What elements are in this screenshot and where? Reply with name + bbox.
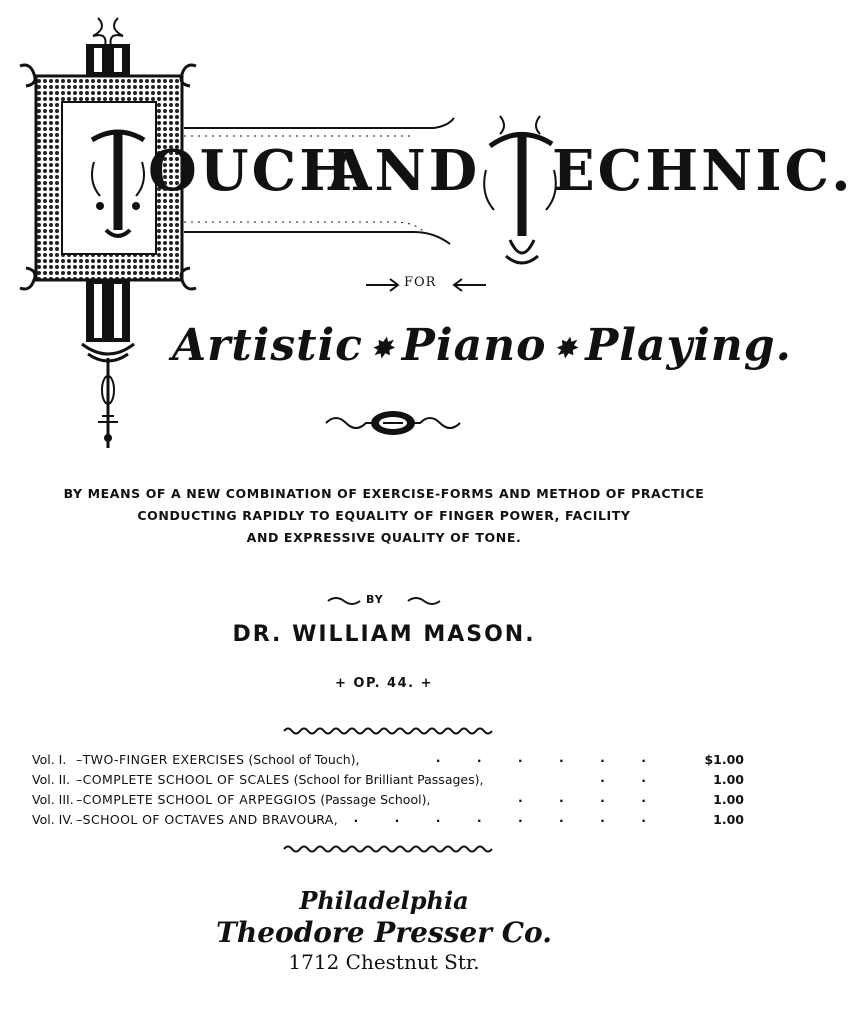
star-separator-icon: ✸ bbox=[554, 333, 578, 364]
for-label: FOR bbox=[404, 275, 437, 290]
leader-dots: . . . . bbox=[517, 790, 662, 805]
volume-price: 1.00 bbox=[713, 792, 744, 807]
volume-number: Vol. IV. bbox=[32, 812, 74, 827]
publisher-address: 1712 Chestnut Str. bbox=[288, 950, 480, 974]
description-line-3: AND EXPRESSIVE QUALITY OF TONE. bbox=[246, 530, 522, 545]
volume-title: –COMPLETE SCHOOL OF ARPEGGIOS (Passage School), bbox=[76, 792, 431, 807]
volume-number: Vol. II. bbox=[32, 772, 70, 787]
center-ornament-icon bbox=[326, 406, 460, 440]
volume-price: 1.00 bbox=[713, 812, 744, 827]
subtitle-word-playing: Playing. bbox=[585, 320, 792, 371]
volume-number: Vol. I. bbox=[32, 752, 67, 767]
wavy-rule-icon bbox=[284, 844, 490, 854]
title-word-touch: OUCH bbox=[148, 138, 356, 204]
volume-number: Vol. III. bbox=[32, 792, 74, 807]
leader-dots: . . . . . . . . . bbox=[312, 810, 662, 825]
list-item bbox=[32, 810, 744, 830]
leader-dots: . . . . . . bbox=[435, 750, 662, 765]
volume-title: –COMPLETE SCHOOL OF SCALES (School for Brilliant Passages), bbox=[76, 772, 484, 787]
volumes-list bbox=[32, 750, 744, 830]
title-word-and: AND bbox=[328, 138, 481, 204]
opus-number: + OP. 44. + bbox=[334, 676, 434, 691]
subtitle-word-piano: Piano bbox=[401, 320, 547, 371]
by-label: BY bbox=[366, 593, 384, 606]
publisher-name: Theodore Presser Co. bbox=[216, 916, 552, 949]
banner-bottom-ornament bbox=[184, 214, 454, 248]
volume-title: –SCHOOL OF OCTAVES AND BRAVOURA, bbox=[76, 812, 339, 827]
fleuron-icon bbox=[328, 592, 440, 610]
subtitle bbox=[172, 320, 792, 371]
publisher-city: Philadelphia bbox=[299, 886, 469, 915]
author-name: DR. WILLIAM MASON. bbox=[232, 622, 536, 647]
subtitle-word-artistic: Artistic bbox=[172, 320, 363, 371]
list-item bbox=[32, 750, 744, 770]
initial-t-ornate-icon bbox=[86, 122, 150, 244]
title-word-technic: ECHNIC. bbox=[552, 138, 854, 204]
description-line-1: BY MEANS OF A NEW COMBINATION OF EXERCISE-FORMS AND METHOD OF PRACTICE bbox=[63, 486, 705, 501]
volume-price: $1.00 bbox=[704, 752, 744, 767]
volume-price: 1.00 bbox=[713, 772, 744, 787]
by-divider bbox=[328, 592, 440, 610]
leader-dots: . . bbox=[600, 770, 662, 785]
star-separator-icon: ✸ bbox=[370, 333, 394, 364]
initial-t-ornate-icon bbox=[480, 110, 560, 270]
volume-title: –TWO-FINGER EXERCISES (School of Touch), bbox=[76, 752, 360, 767]
description-line-2: CONDUCTING RAPIDLY TO EQUALITY OF FINGER POWER, FACILITY bbox=[137, 508, 631, 523]
list-item bbox=[32, 790, 744, 810]
list-item bbox=[32, 770, 744, 790]
wavy-rule-icon bbox=[284, 726, 490, 736]
for-divider bbox=[366, 275, 486, 295]
